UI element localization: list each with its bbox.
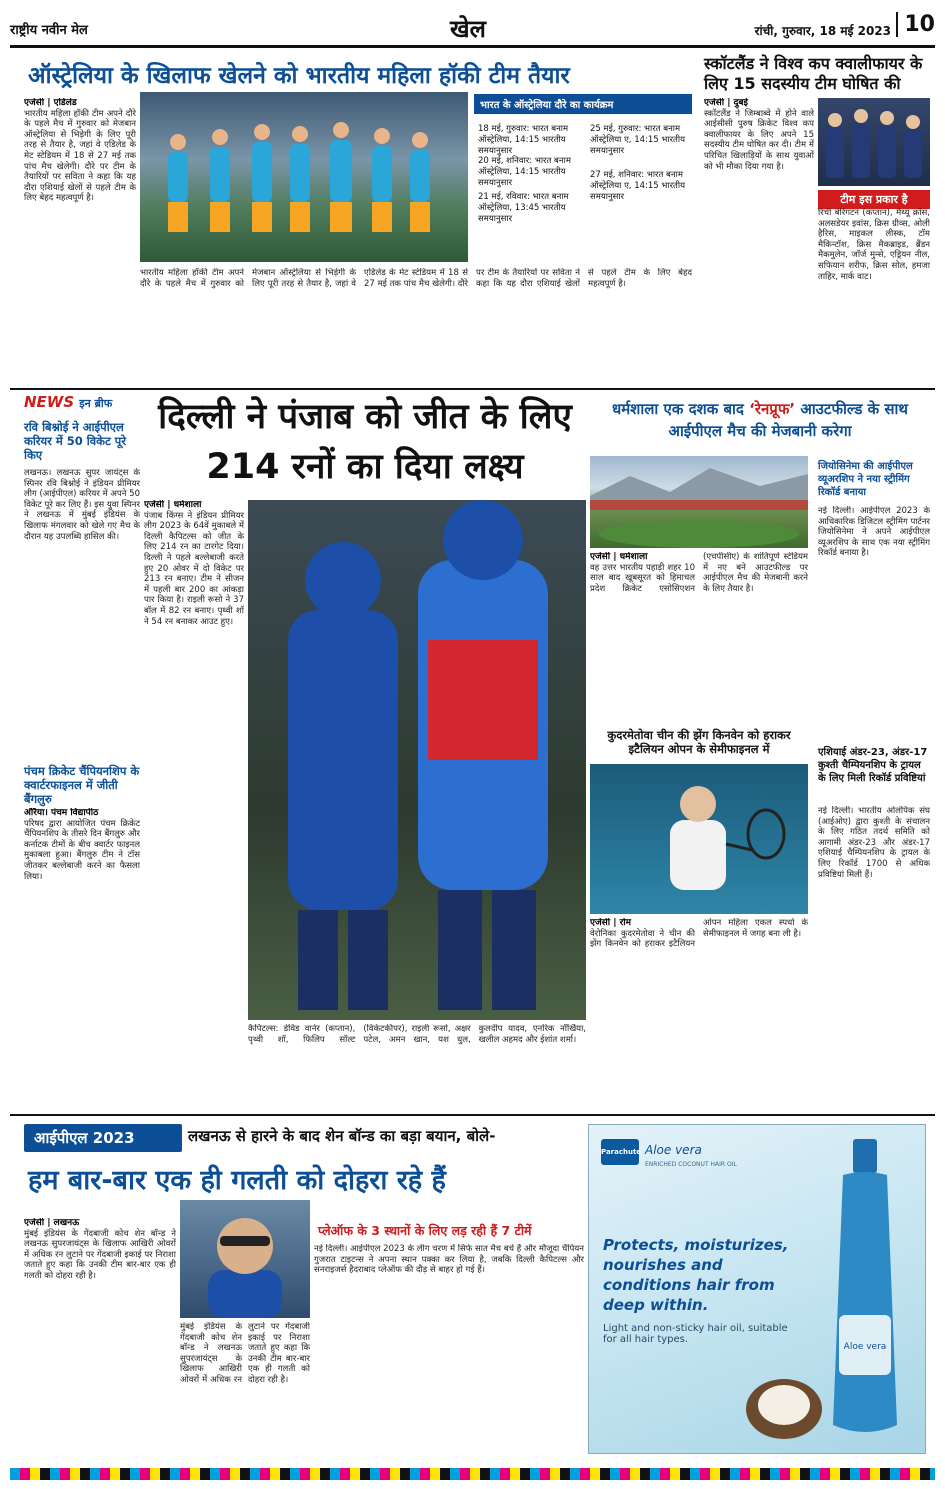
scotland-team-photo [818, 98, 930, 186]
hockey-players-illustration [140, 92, 468, 262]
lsg-byline: एजेंसी | लखनऊ [24, 1218, 80, 1228]
ad-subtext: Light and non-sticky hair oil, suitable for all hair types. [603, 1323, 788, 1345]
scotland-players-illustration [818, 98, 930, 186]
stadium-photo [590, 456, 808, 548]
bengaluru-byline: औरैया। पंचम विद्यापीठ [24, 808, 99, 818]
bengaluru-headline: पंचम क्रिकेट चैंपियनशिप के क्वार्टरफाइनल में जीती बैंगलुरु [24, 764, 140, 806]
delhi-article [144, 500, 244, 1080]
section-title: खेल [450, 15, 486, 43]
lsg-headline: लखनऊ से हारने के बाद शेन बॉन्ड का बड़ा बयान, बोले- [188, 1127, 496, 1145]
kudermetova-body: वेरोनिका कुदरमेतोवा ने चीन की झेंग किनवेन को हराकर इटैलियन ओपन महिला एकल स्पर्धा के सेमीफाइनल में जगह बना ली है। [590, 918, 808, 950]
tennis-player-illustration [590, 764, 808, 914]
dharamshala-headline-a: धर्मशाला एक दशक बाद [611, 400, 744, 418]
wrestling-headline: एशियाई अंडर-23, अंडर-17 कुश्ती चैम्पियनशिप के ट्रायल के लिए मिली रिकॉर्ड प्रविष्टियां [818, 747, 928, 784]
news-brief-header [24, 392, 140, 411]
bishnoi-headline: रवि बिश्नोई ने आईपीएल करियर में 50 विकेट पूरे किए [24, 420, 127, 462]
aloe-vera-ad [588, 1124, 926, 1454]
divider [10, 1114, 935, 1116]
delhi-team-list: कैपिटल्स: डेविड वार्नर (कप्तान), पृथ्वी शॉ, फिलिप सॉल्ट (विकेटकीपर), राइली रूसो, अक्षर पटेल, अमन खान, यश धुल, कुलदीप यादव, एनरिक नॉर्खिया, खलील अहमद और ईशांत शर्मा। [248, 1024, 586, 1045]
hockey-article [24, 98, 136, 383]
jiocinema-body: नई दिल्ली। आईपीएल 2023 के आधिकारिक डिजिटल स्ट्रीमिंग पार्टनर जियोसिनेमा ने अपने आईपीएल व्यूअरशिप के साथ एक नया स्ट्रीमिंग रिकॉर्ड बनाया है। [818, 506, 930, 559]
delhi-body: पंजाब किंग्स ने इंडियन प्रीमियर लीग 2023 के 64वें मुकाबले में दिल्ली कैपिटल्स को जीत के लिए 214 रन का टारगेट दिया। दिल्ली ने पहले बल्लेबाजी करते हुए 20 ओवर में दो विकेट पर 213 रन बनाए। टीम ने सीजन में पहली बार 200 का आंकड़ा पार किया है। राइली रूसो ने 37 बॉल में 82 रन बनाए। पृथ्वी शॉ ने 54 रन बनाकर आउट हुए। [144, 510, 244, 627]
kudermetova-article [590, 918, 808, 1080]
news-label: NEWS [24, 393, 75, 411]
dharamshala-headline-b: आउटफील्ड के साथ आईपीएल मैच की मेजबानी करेगा [668, 400, 909, 440]
schedule-title: भारत के ऑस्ट्रेलिया दौरे का कार्यक्रम [474, 94, 692, 114]
brand-name: राष्ट्रीय नवीन मेल [10, 23, 88, 38]
lsg-headline-2: हम बार-बार एक ही गलती को दोहरा रहे हैं [28, 1165, 446, 1196]
ad-slogan: Protects, moisturizes, nourishes and conditions hair from deep within. [603, 1236, 789, 1314]
lsg-body: मुंबई इंडियंस के गेंदबाजी कोच शेन बॉन्ड ने लखनऊ सुपरजायंट्स के खिलाफ आखिरी ओवरों में अधिक रन लुटाने पर गेंदबाजी इकाई पर निराशा जताते हुए कहा कि उनकी टीम बार-बार एक ही गलती को दोहरा रही है। [24, 1228, 176, 1281]
lsg-article [24, 1218, 176, 1454]
ad-brand-sub: ENRICHED COCONUT HAIR OIL [645, 1161, 737, 1168]
dateline: रांची, गुरुवार, 18 मई 2023 [754, 24, 891, 38]
stadium-illustration [590, 456, 808, 548]
bottle-label: Aloe vera [843, 1342, 887, 1352]
kudermetova-headline: कुदरमेतोवा चीन की झेंग किनवेन को हराकर इटैलियन ओपन के सेमीफाइनल में [607, 728, 791, 756]
brand-logo: Parachute [601, 1139, 639, 1165]
batsmen-illustration [248, 500, 586, 1020]
scotland-team-list: रिची बेरिंगटन (कप्तान), मैथ्यू क्रॉस, अलसडेयर इवांस, क्रिस ग्रीव्स, ओली हैरिस, माइकल लीस्क, टॉम मैकिन्टॉश, क्रिस मैकब्राइड, ब्रैंडन मैकमुलेन, जॉर्ज मुन्से, एड्रियन नील, सफियान शरीफ, क्रिस सोल, हमजा ताहिर, मार्क वाट। [818, 208, 930, 282]
page-number: 10 [896, 12, 935, 37]
team-label-box: टीम इस प्रकार है [818, 190, 930, 209]
dharamshala-headline [590, 398, 930, 442]
bengaluru-article [24, 808, 140, 1080]
hockey-continued-body: भारतीय महिला हॉकी टीम अपने दौरे के पहले मैच में गुरुवार को मेजबान ऑस्ट्रेलिया से भिड़ेगी के लिए पूरी तरह से तैयार है, जहां वे एडिलेड के मेट स्टेडियम में 18 से 27 मई तक पांच मैच खेलेगी। दौरे पर टीम के तैयारियों पर सविता ने कहा कि यह दौरा एशियाई खेलों से पहले टीम के लिए बेहद महत्वपूर्ण है। [140, 268, 692, 289]
bengaluru-body: परिषद द्वारा आयोजित पंचम क्रिकेट चैंपियनशिप के तीसरे दिन बैंगलुरु और कर्नाटक टीमों के बीच क्वार्टर फाइनल मुकाबला हुआ। बैंगलुरु टीम ने टॉस जीतकर बल्लेबाजी करने का फैसला लिया। [24, 818, 140, 882]
scotland-byline: एजेंसी | दुबई [704, 98, 748, 108]
jiocinema-headline: जियोसिनेमा की आईपीएल व्यूअरशिप ने नया स्ट्रीमिंग रिकॉर्ड बनाया [818, 461, 913, 498]
schedule-item: 18 मई, गुरुवार: भारत बनाम ऑस्ट्रेलिया, 14:15 भारतीय समयानुसार [478, 124, 569, 156]
shane-bond-photo [180, 1200, 310, 1318]
scotland-article [704, 98, 814, 384]
playoff-subheadline: प्लेऑफ के 3 स्थानों के लिए लड़ रही हैं 7 टीमें [318, 1223, 532, 1238]
dharamshala-byline: एजेंसी | धर्मशाला [590, 552, 648, 562]
dharamshala-article [590, 552, 808, 722]
schedule-item: 21 मई, रविवार: भारत बनाम ऑस्ट्रेलिया, 13:45 भारतीय समयानुसार [478, 192, 569, 224]
wrestling-body: नई दिल्ली। भारतीय ओलंपिक संघ (आईओए) द्वारा कुश्ती के संचालन के लिए गठित तदर्थ समिति को आगामी अंडर-23 और अंडर-17 एशियाई चैम्पियनशिप के ट्रायल के लिए रिकॉर्ड 1700 से अधिक प्रविष्टियां मिली हैं। [818, 806, 930, 880]
delhi-match-photo [248, 500, 586, 1020]
hockey-headline: ऑस्ट्रेलिया के खिलाफ खेलने को भारतीय महिला हॉकी टीम तैयार [28, 63, 570, 89]
masthead [10, 8, 935, 48]
hockey-schedule [474, 94, 692, 224]
schedule-item: 20 मई, शनिवार: भारत बनाम ऑस्ट्रेलिया, 14:15 भारतीय समयानुसार [478, 156, 571, 188]
news-sub-label: इन ब्रीफ [79, 397, 113, 410]
delhi-byline: एजेंसी | धर्मशाला [144, 500, 202, 510]
hockey-body: भारतीय महिला हॉकी टीम अपने दौरे के पहले मैच में गुरुवार को मेजबान ऑस्ट्रेलिया से भिड़ेगी के लिए पूरी तरह से तैयार है, जहां वे एडिलेड के मेट स्टेडियम में 18 से 27 मई तक पांच मैच खेलेगी। दौरे पर टीम के तैयारियों पर सविता ने कहा कि यह दौरा एशियाई खेलों से पहले टीम के लिए बेहद महत्वपूर्ण है। [24, 108, 136, 204]
schedule-item: 27 मई, शनिवार: भारत बनाम ऑस्ट्रेलिया ए, 14:15 भारतीय समयानुसार [590, 170, 686, 202]
dharamshala-body: वह उत्तर भारतीय पहाड़ी शहर 10 साल बाद खूबसूरत को हिमाचल प्रदेश क्रिकेट एसोसिएशन (एचपीसीए) के शांतिपूर्ण स्टेडियम में नए बने आउटफील्ड पर आईपीएल मैच की मेजबानी करने के लिए तैयार है। [590, 552, 808, 594]
schedule-item: 25 मई, गुरुवार: भारत बनाम ऑस्ट्रेलिया ए, 14:15 भारतीय समयानुसार [590, 124, 686, 156]
ad-brand: Aloe vera [645, 1143, 702, 1157]
coconut-icon [739, 1365, 829, 1445]
dharamshala-headline-red: ‘रेनप्रूफ’ [749, 400, 796, 418]
bishnoi-body: लखनऊ। लखनऊ सुपर जायंट्स के स्पिनर रवि बिश्नोई ने इंडियन प्रीमियर लीग (आईपीएल) करियर में अपने 50 विकेट पूरे कर लिए हैं। इस युवा स्पिनर ने लखनऊ में मुंबई इंडियंस के खिलाफ मंगलवार को खेले गए मैच के दौरान यह उपलब्धि हासिल की। [24, 468, 140, 542]
divider [10, 388, 935, 390]
kudermetova-byline: एजेंसी | रोम [590, 918, 632, 928]
coach-illustration [180, 1200, 310, 1318]
ipl-tag: आईपीएल 2023 [24, 1124, 182, 1152]
hair-oil-bottle-icon [815, 1135, 915, 1445]
tennis-photo [590, 764, 808, 914]
playoff-body: नई दिल्ली। आईपीएल 2023 के लीग चरण में सिर्फ सात मैच बचे हैं और मौजूदा चैंपियन गुजरात टाइटन्स ने अपना स्थान पक्का कर लिया है, जबकि दिल्ली कैपिटल्स और सनराइजर्स हैदराबाद प्लेऑफ की दौड़ से बाहर हो गई हैं। [314, 1244, 584, 1276]
scotland-headline: स्कॉटलैंड ने विश्व कप क्वालीफायर के लिए 15 सदस्यीय टीम घोषित की [704, 54, 923, 93]
scotland-body: स्कॉटलैंड ने जिम्बाब्वे में होने वाले आईसीसी पुरुष क्रिकेट विश्व कप क्वालीफायर के लिए अपने 15 सदस्यीय टीम घोषित कर दी। टीम में परिचित खिलाड़ियों के साथ युवाओं को भी मौका दिया गया है। [704, 108, 814, 172]
lsg-continued-body: मुंबई इंडियंस के गेंदबाजी कोच शेन बॉन्ड ने लखनऊ सुपरजायंट्स के खिलाफ आखिरी ओवरों में अधिक रन लुटाने पर गेंदबाजी इकाई पर निराशा जताते हुए कहा कि उनकी टीम बार-बार एक ही गलती को दोहरा रही है। [180, 1322, 310, 1385]
color-registration-bar [10, 1468, 935, 1480]
delhi-headline: दिल्ली ने पंजाब को जीत के लिए 214 रनों का दिया लक्ष्य [158, 397, 572, 487]
hockey-team-photo [140, 92, 468, 262]
hockey-byline: एजेंसी | एडिलेड [24, 98, 77, 108]
